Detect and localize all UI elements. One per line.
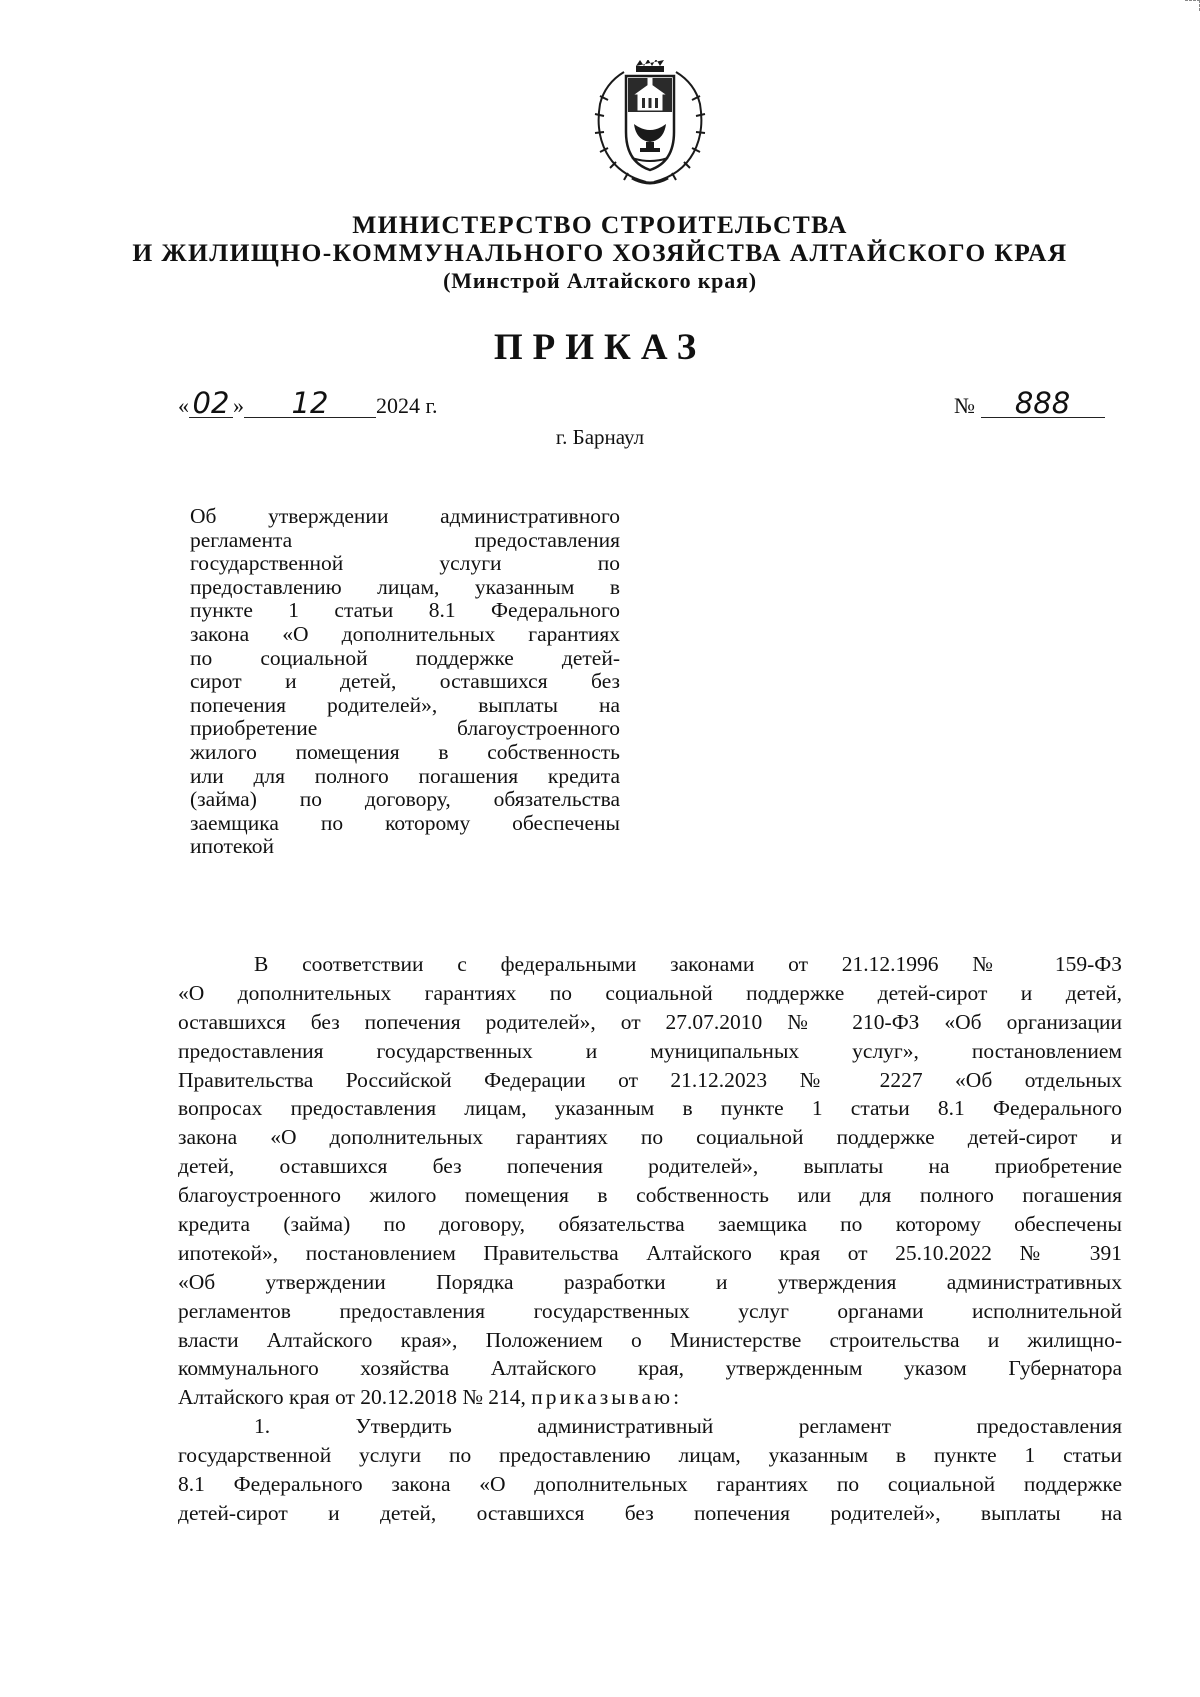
- body-line: «О дополнительных гарантиях по социальной поддержке детей-сирот и детей,: [178, 980, 1122, 1005]
- subject-line: попечения родителей», выплаты на: [190, 692, 620, 717]
- scan-corner-mark: [1185, 0, 1200, 11]
- subject-line: жилого помещения в собственность: [190, 739, 620, 764]
- issue-city: г. Барнаул: [555, 425, 645, 449]
- date-close-quote: »: [233, 393, 244, 418]
- item-1-line: государственной услуги по предоставлению лицам, указанным в пункте 1 статьи: [178, 1443, 1122, 1468]
- body-line: предоставления государственных и муниципальных услуг», постановлением: [178, 1038, 1122, 1063]
- subject-line: или для полного погашения кредита: [190, 763, 620, 788]
- date-day-handwritten: 02: [189, 393, 233, 418]
- order-number: [954, 386, 1105, 420]
- date-open-quote: «: [178, 393, 189, 418]
- order-body: [178, 950, 1122, 1528]
- order-directive-word: приказываю:: [531, 1385, 683, 1410]
- body-line: В соответствии с федеральными законами от 21.12.1996 № 159-ФЗ: [254, 952, 1122, 976]
- subject-line: предоставлению лицам, указанным в: [190, 574, 620, 599]
- subject-line: государственной услуги по: [190, 551, 620, 576]
- subject-line: ипотекой: [190, 834, 275, 859]
- body-line: благоустроенного жилого помещения в собственность или для полного погашения: [178, 1183, 1122, 1208]
- document-type-title: ПРИКАЗ: [493, 327, 707, 368]
- body-line: ипотекой», постановлением Правительства Алтайского края от 25.10.2022 № 391: [178, 1240, 1122, 1265]
- altai-krai-coat-of-arms-icon: [588, 60, 712, 188]
- body-line: кредита (займа) по договору, обязательства заемщика по которому обеспечены: [178, 1212, 1122, 1237]
- order-subject: [190, 505, 620, 859]
- order-date: [178, 386, 438, 420]
- subject-line: регламента предоставления: [190, 527, 620, 552]
- body-line: регламентов предоставления государственных услуг органами исполнительной: [178, 1298, 1122, 1323]
- item-1-line: 8.1 Федерального закона «О дополнительных гарантиях по социальной поддержке: [178, 1472, 1122, 1497]
- date-year: 2024 г.: [376, 393, 438, 418]
- item-1-line: 1. Утвердить административный регламент предоставления: [254, 1414, 1122, 1439]
- body-line: коммунального хозяйства Алтайского края, утвержденным указом Губернатора: [178, 1356, 1122, 1381]
- body-line: детей, оставшихся без попечения родителей», выплаты на приобретение: [178, 1154, 1122, 1179]
- subject-line: по социальной поддержке детей-: [190, 645, 620, 670]
- subject-line: сирот и детей, оставшихся без: [190, 669, 620, 694]
- order-directive-line: [178, 1383, 1122, 1412]
- body-line: оставшихся без попечения родителей», от 27.07.2010 № 210-ФЗ «Об организации: [178, 1009, 1122, 1034]
- item-1-line: детей-сирот и детей, оставшихся без попечения родителей», выплаты на: [178, 1500, 1122, 1525]
- order-number-handwritten: 888: [981, 393, 1105, 418]
- subject-line: Об утверждении административного: [190, 504, 620, 528]
- subject-line: пункте 1 статьи 8.1 Федерального: [190, 598, 620, 623]
- date-month-handwritten: 12: [244, 393, 376, 418]
- body-line: закона «О дополнительных гарантиях по социальной поддержке детей-сирот и: [178, 1125, 1122, 1150]
- subject-line: приобретение благоустроенного: [190, 716, 620, 741]
- subject-line: заемщика по которому обеспечены: [190, 810, 620, 835]
- body-line: Правительства Российской Федерации от 21.12.2023 № 2227 «Об отдельных: [178, 1067, 1122, 1092]
- ministry-name-line-2: И ЖИЛИЩНО-КОММУНАЛЬНОГО ХОЗЯЙСТВА АЛТАЙСКОГО КРАЯ: [132, 238, 1068, 267]
- body-line: власти Алтайского края», Положением о Министерстве строительства и жилищно-: [178, 1327, 1122, 1352]
- ministry-short-name: (Минстрой Алтайского края): [443, 268, 757, 293]
- ministry-name-line-1: МИНИСТЕРСТВО СТРОИТЕЛЬСТВА: [352, 210, 848, 239]
- order-number-label: №: [954, 393, 975, 418]
- subject-line: (займа) по договору, обязательства: [190, 787, 620, 812]
- body-line: вопросах предоставления лицам, указанным в пункте 1 статьи 8.1 Федерального: [178, 1096, 1122, 1121]
- subject-line: закона «О дополнительных гарантиях: [190, 621, 620, 646]
- body-line: «Об утверждении Порядка разработки и утверждения административных: [178, 1269, 1122, 1294]
- order-directive-prefix: Алтайского края от 20.12.2018 № 214,: [178, 1385, 532, 1410]
